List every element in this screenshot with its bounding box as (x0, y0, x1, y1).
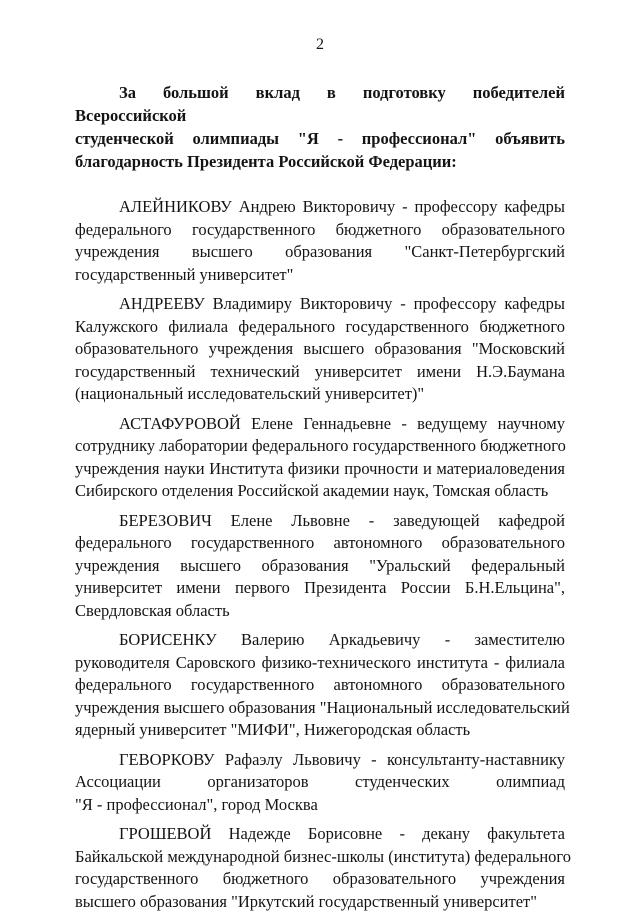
entry-line: сотруднику лаборатории федерального государственного бюджетного (75, 436, 566, 455)
entry-line: государственного бюджетного образовательного учреждения (75, 869, 565, 888)
entry-line: высшего образования "Иркутский государственный университет" (75, 891, 537, 911)
entry-line: Свердловская область (75, 600, 230, 620)
heading-line: За большой вклад в подготовку победителей Всероссийской (75, 83, 565, 125)
entry-line: федерального государственного автономного образовательного (75, 533, 565, 552)
entry-line: учреждения науки Института физики прочности и материаловедения (75, 458, 565, 478)
entry-line: Байкальской международной бизнес-школы (института) федерального (75, 846, 572, 866)
entry-line: учреждения высшего образования "Национальный исследовательский (75, 697, 570, 717)
entry-line: АНДРЕЕВУ Владимиру Викторовичу - профессору кафедры (119, 294, 565, 313)
decree-heading (75, 81, 565, 173)
awardee-entry (75, 196, 565, 286)
entry-line: учреждения высшего образования "Уральский федеральный (75, 555, 565, 575)
page-number: 2 (316, 36, 324, 53)
heading-line: благодарность Президента Российской Федерации: (75, 152, 457, 171)
entry-line: Сибирского отделения Российской академии наук, Томская область (75, 481, 549, 500)
entry-line: ГРОШЕВОЙ Надежде Борисовне - декану факультета (119, 824, 565, 843)
awardee-entry (75, 510, 565, 623)
entry-line: федерального государственного бюджетного образовательного (75, 219, 565, 239)
entry-line: университет имени первого Президента России Б.Н.Ельцина", (75, 578, 565, 597)
entry-line: АЛЕЙНИКОВУ Андрею Викторовичу - профессору кафедры (119, 197, 565, 216)
awardee-entry (75, 823, 572, 913)
entry-line: государственный технический университет имени Н.Э.Баумана (75, 361, 565, 381)
awardee-entry (75, 413, 565, 503)
entry-line: БЕРЕЗОВИЧ Елене Львовне - заведующей кафедрой (119, 510, 565, 530)
awardee-entry (75, 293, 565, 406)
entry-line: государственный университет" (75, 264, 294, 284)
entry-line: (национальный исследовательский университет)" (75, 384, 425, 403)
entry-line: БОРИСЕНКУ Валерию Аркадьевичу - заместителю (119, 630, 565, 649)
entry-line: ядерный университет "МИФИ", Нижегородская область (75, 720, 471, 739)
entry-line: учреждения высшего образования "Санкт-Петербургский (75, 242, 565, 261)
entry-line: АСТАФУРОВОЙ Елене Геннадьевне - ведущему научному (119, 413, 565, 433)
entry-line: Калужского филиала федерального государственного бюджетного (75, 316, 565, 336)
document-body (75, 81, 572, 920)
awardee-list (75, 196, 572, 913)
entry-line: "Я - профессионал", город Москва (75, 794, 318, 814)
entry-line: ГЕВОРКОВУ Рафаэлу Львовичу - консультанту-наставнику (119, 749, 565, 769)
entry-line: образовательного учреждения высшего образования "Московский (75, 339, 565, 358)
entry-line: федерального государственного автономного образовательного (75, 675, 565, 694)
awardee-entry (75, 629, 570, 742)
heading-line: студенческой олимпиады "Я - профессионал" объявить (75, 129, 565, 148)
entry-line: руководителя Саровского физико-технического института - филиала (75, 652, 565, 672)
awardee-entry (75, 749, 565, 817)
entry-line: Ассоциации организаторов студенческих олимпиад (75, 772, 565, 791)
